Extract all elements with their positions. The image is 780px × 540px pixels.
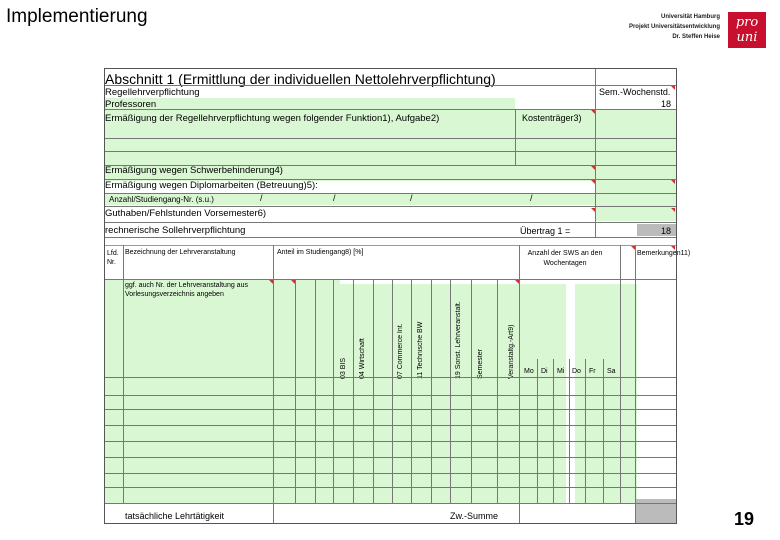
professoren-label: Professoren: [105, 99, 157, 110]
section-title: Abschnitt 1 (Ermittlung der individuellen Nettolehrverpflichtung): [105, 71, 496, 87]
anzahl-label: Anzahl/Studiengang-Nr. (s.u.): [109, 195, 214, 204]
day-do: Do: [572, 368, 581, 375]
uebertrag-value: 18: [661, 226, 672, 236]
slash-4: /: [530, 193, 533, 203]
ggf-hint: ggf. auch Nr. der Lehrveranstaltung aus Vorlesungsverzeichnis angeben: [125, 282, 248, 298]
slash-2: /: [333, 193, 336, 203]
org-line-2: Projekt Universitätsentwicklung: [628, 24, 720, 30]
slash-3: /: [410, 193, 413, 203]
studiengang-label-1: 03 BIS: [340, 357, 347, 379]
university-header: [620, 12, 720, 42]
page-title: Implementierung: [6, 6, 148, 27]
uebertrag-label: Übertrag 1 =: [520, 226, 571, 236]
veranstaltungsart-label: Veranstaltg.-Art9): [508, 324, 515, 379]
diplomarbeiten-label: Ermäßigung wegen Diplomarbeiten (Betreuung)5):: [105, 180, 318, 191]
day-fr: Fr: [589, 368, 596, 375]
pro-uni-logo: pro uni: [728, 12, 766, 48]
day-di: Di: [541, 368, 548, 375]
semester-label: Semester: [477, 349, 484, 379]
regel-label: Regellehrverpflichtung: [105, 87, 200, 98]
rechnerische-label: rechnerische Sollehrverpflichtung: [105, 225, 246, 236]
studiengang-label-4: 11 Technische BW: [417, 321, 424, 379]
sws-header: Sem.-Wochenstd.: [599, 87, 671, 97]
studiengang-label-5: 19 Sonst. Lehrveranstalt.: [455, 301, 462, 379]
anzahl-sws-header: Anzahl der SWS an den Wochentagen: [527, 250, 603, 267]
studiengang-label-2: 04 Wirtschaft: [359, 338, 366, 379]
day-sa: Sa: [607, 368, 616, 375]
slash-1: /: [260, 193, 263, 203]
bemerkungen-header: Bemerkungen11): [637, 250, 691, 257]
schwerbehinderung-label: Ermäßigung wegen Schwerbehinderung4): [105, 165, 283, 176]
guthaben-label: Guthaben/Fehlstunden Vorsemester6): [105, 208, 267, 219]
org-line-3: Dr. Steffen Heise: [672, 34, 720, 40]
page-number: 19: [733, 509, 754, 529]
anteil-header: Anteil im Studiengang8) [%]: [277, 249, 364, 256]
day-mo: Mo: [524, 368, 534, 375]
studiengang-label-3: 07 Commerce Int.: [397, 323, 404, 379]
tatsaechliche-label: tatsächliche Lehrtätigkeit: [125, 511, 225, 521]
lfd-header: Lfd. Nr.: [107, 250, 119, 266]
org-line-1: Universität Hamburg: [660, 14, 720, 20]
kostentraeger-label: Kostenträger3): [522, 113, 582, 123]
zw-summe-label: Zw.-Summe: [450, 511, 499, 521]
bezeichnung-header: Bezeichnung der Lehrveranstaltung: [125, 249, 236, 256]
day-mi: Mi: [557, 368, 565, 375]
ermaessigung-funktion-label: Ermäßigung der Regellehrverpflichtung wegen folgender Funktion1), Aufgabe2): [105, 113, 440, 124]
professoren-value: 18: [661, 99, 672, 109]
teaching-load-form: [104, 68, 691, 524]
